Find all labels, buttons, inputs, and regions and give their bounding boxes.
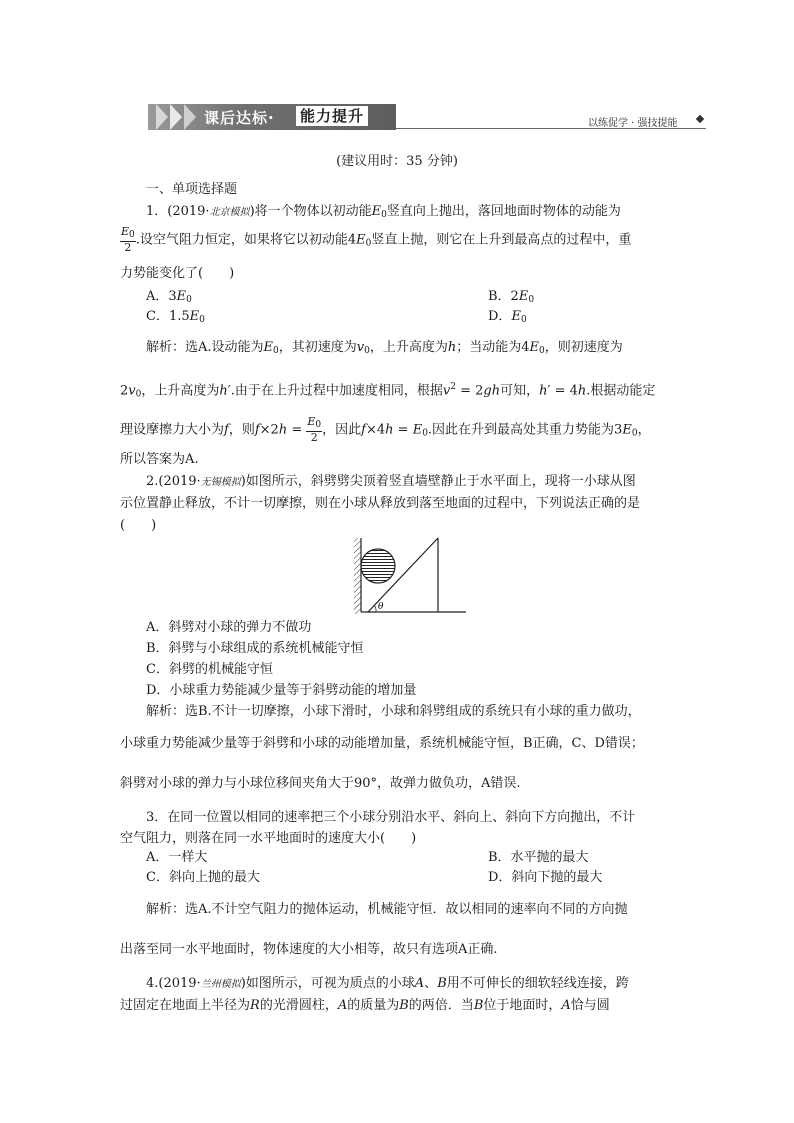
q3-option-b: B．水平抛的最大 [488, 850, 589, 865]
q4-line2: 过固定在地面上半径为R的光滑圆柱，A的质量为B的两倍．当B位于地面时，A恰与圆 [120, 998, 610, 1013]
angle-arc [374, 605, 376, 612]
q1-option-d: D．$E_0$ [488, 309, 527, 325]
q1-line3: 力势能变化了( ) [120, 266, 235, 281]
q2-analysis-line2: 小球重力势能减少量等于斜劈和小球的动能增加量，系统机械能守恒，B正确，C、D错误； [120, 736, 644, 751]
q1-line2: $\frac{E_0}{2}$ .设空气阻力恒定，如果将它以初动能$4E_0$竖直上抛，则它在上升到最高点的过程中，重 [121, 225, 632, 254]
q3-line1: 3．在同一位置以相同的速率把三个小球分别沿水平、斜向上、斜向下方向抛出，不计 [146, 810, 636, 825]
q1-option-c: C．$1.5E_0$ [146, 309, 205, 325]
q2-option-a: A．斜劈对小球的弹力不做功 [146, 620, 312, 635]
q1-analysis-line1: 解析：选A.设动能为$E_0$，其初速度为$v_0$，上升高度为h；当动能为$4E_0$，则初速度为 [146, 340, 623, 356]
q1-analysis-line3: 理设摩擦力大小为f，则f×2h = $\frac{E_0}{2}$ ，因此$f\times 4h = E_0$.因此在升到最高处其重力势能为$3E_0$， [120, 415, 651, 444]
q3-option-d: D．斜向下抛的最大 [488, 870, 603, 885]
ball [361, 549, 395, 583]
q2-option-c: C．斜劈的机械能守恒 [146, 662, 273, 677]
q1-line1: 1．(2019·北京模拟)将一个物体以初动能$E_0$竖直向上抛出，落回地面时物体的动能为 [146, 204, 621, 220]
q2-line2: 示位置静止释放，不计一切摩擦，则在小球从释放到落至地面的过程中，下列说法正确的是 [120, 496, 641, 511]
q2-line1: 2.(2019·无锡模拟)如图所示，斜劈劈尖顶着竖直墙壁静止于水平面上，现将一小球从图 [146, 474, 636, 489]
q1-analysis-line2: $2v_0$，上升高度为h′.由于在上升过程中加速度相同，根据$v^2 = 2gh$可知，h′ = 4h.根据动能定 [120, 382, 656, 400]
q3-analysis-line1: 解析：选A.不计空气阻力的抛体运动，机械能守恒．故以相同的速率向不同的方向抛 [146, 902, 628, 917]
q3-analysis-line2: 出落至同一水平地面时，物体速度的大小相等，故只有选项A正确. [120, 942, 498, 957]
diamond-icon [696, 115, 704, 123]
wedge-ball-figure [350, 534, 470, 616]
header-tagline: 以练促学 · 强技提能 [588, 118, 678, 129]
q3-option-a: A．一样大 [146, 850, 208, 865]
section-banner [148, 104, 396, 130]
chevron-icon [170, 104, 182, 130]
banner-title-dot: · [268, 109, 275, 127]
q2-analysis-line3: 斜劈对小球的弹力与小球位移间夹角大于90°，故弹力做负功，A错误. [120, 776, 521, 791]
q3-option-c: C．斜向上抛的最大 [146, 870, 260, 885]
banner-title [204, 107, 275, 128]
suggested-time: (建议用时：35 分钟) [336, 154, 458, 169]
q3-line2: 空气阻力，则落在同一水平地面时的速度大小( ) [120, 831, 417, 846]
banner-subtitle: 能力提升 [296, 106, 368, 126]
q2-analysis-line1: 解析：选B.不计一切摩擦，小球下滑时，小球和斜劈组成的系统只有小球的重力做功， [146, 704, 641, 719]
wall-hatching [354, 538, 361, 614]
chevron-icon [156, 104, 168, 130]
q1-fraction: $\frac{E_0}{2}$ [121, 225, 135, 254]
q1-analysis-line4: 所以答案为A. [120, 452, 199, 467]
q2-line3: ( ) [120, 518, 157, 533]
angle-label: θ [378, 602, 384, 612]
banner-title-main: 课后达标 [204, 109, 269, 127]
q4-line1: 4.(2019·兰州模拟)如图所示，可视为质点的小球A、B用不可伸长的细软轻线连接，跨 [146, 976, 629, 991]
chevron-icon [184, 104, 196, 130]
q1-analysis-fraction: $\frac{E_0}{2}$ [307, 415, 322, 444]
q2-option-d: D．小球重力势能减少量等于斜劈动能的增加量 [146, 683, 417, 698]
section-heading: 一、单项选择题 [146, 182, 238, 197]
q2-option-b: B．斜劈与小球组成的系统机械能守恒 [146, 641, 364, 656]
q1-option-a: A．$3E_0$ [146, 289, 192, 305]
q1-option-b: B．$2E_0$ [488, 289, 535, 305]
